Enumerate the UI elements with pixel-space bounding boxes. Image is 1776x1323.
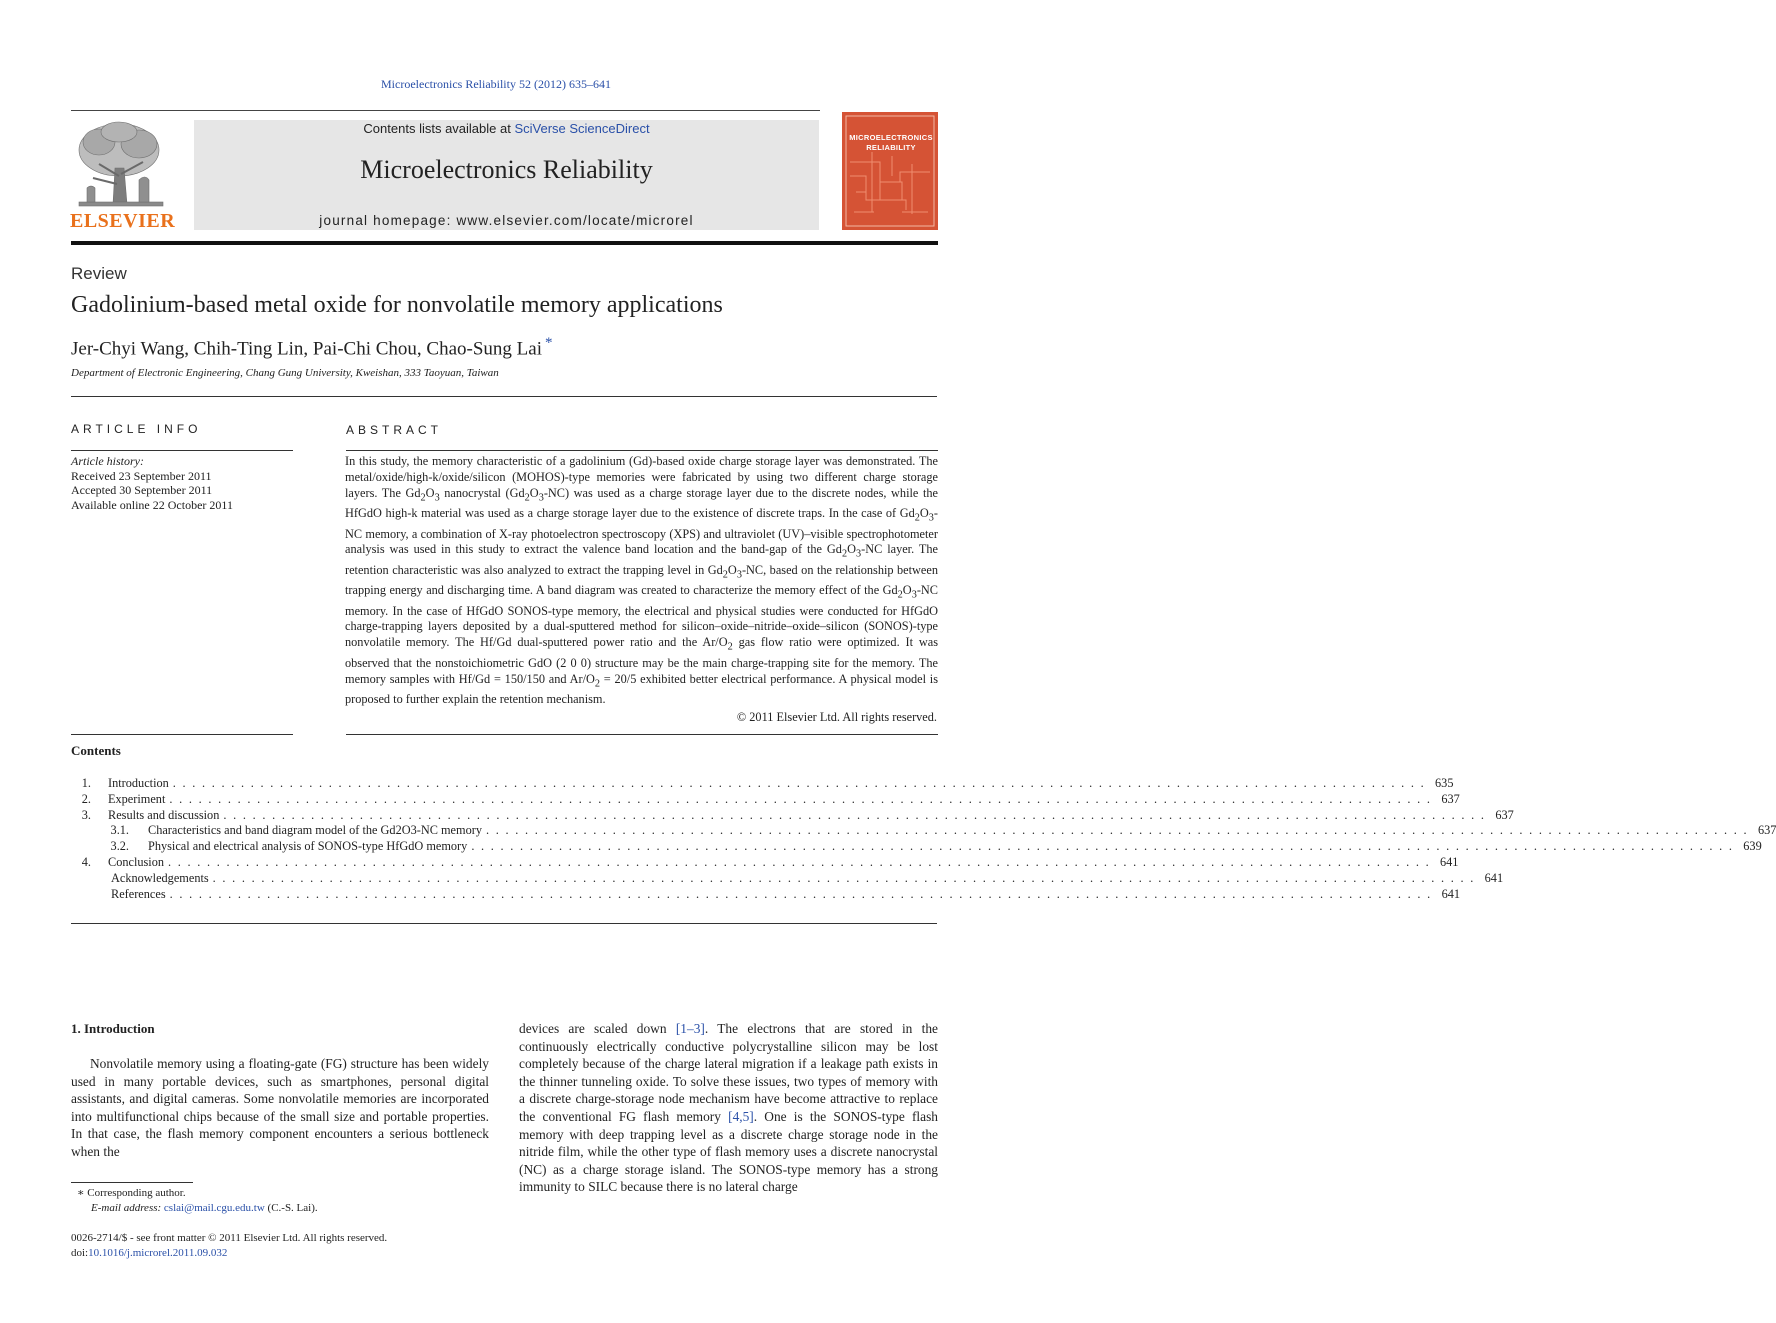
toc-title: Conclusion xyxy=(108,855,165,869)
toc-entry-results[interactable] xyxy=(71,807,1514,823)
corresponding-author-mark[interactable]: * xyxy=(544,335,553,351)
issn-line: 0026-2714/$ - see front matter © 2011 Elsevier Ltd. All rights reserved. xyxy=(71,1232,388,1244)
toc-title: Acknowledgements xyxy=(111,871,209,885)
toc-entry-physical-analysis[interactable] xyxy=(71,838,1762,854)
article-section-type: Review xyxy=(71,264,127,283)
toc-title: Introduction xyxy=(108,776,169,790)
footnote-rule xyxy=(71,1182,193,1183)
author-list xyxy=(71,335,552,360)
sciencedirect-link[interactable]: SciVerse ScienceDirect xyxy=(514,121,650,136)
toc-page: 641 xyxy=(1441,887,1461,901)
title-divider xyxy=(71,396,937,397)
footnote-line-2 xyxy=(71,1201,318,1216)
email-label: E-mail address: xyxy=(91,1202,162,1214)
contents-available-line xyxy=(194,121,819,136)
toc-leader: . . . . . . . . . . . . . . . . . . . . . . . . . . . . . . . . . . . . . . . . . . . . . . . . . . . . . . . . . . . . . . . . . . . . . . . . . . . . . . . . . . . . . . . . . . . . . . . . . . . . . . . . . . . . . . . . . . . . . . . . . . . . . . . . . . xyxy=(169,887,1433,901)
toc-number: 3.2. xyxy=(110,839,129,853)
toc-number xyxy=(71,886,91,902)
doi-link[interactable]: 10.1016/j.microrel.2011.09.032 xyxy=(88,1246,228,1259)
corresponding-label: Corresponding author. xyxy=(87,1187,186,1199)
toc-page: 639 xyxy=(1743,839,1762,853)
footnote-star: ∗ xyxy=(77,1187,88,1199)
toc-leader: . . . . . . . . . . . . . . . . . . . . . . . . . . . . . . . . . . . . . . . . . . . . . . . . . . . . . . . . . . . . . . . . . . . . . . . . . . . . . . . . . . . . . . . . . . . . . . . . . . . . . . . . . . . . . . . . . . . . . . . . . . . . . . . . . . xyxy=(169,792,1432,806)
toc-title: Results and discussion xyxy=(108,808,220,822)
toc-entry-characteristics[interactable] xyxy=(71,822,1776,838)
toc-title: Experiment xyxy=(108,792,166,806)
citation-link[interactable]: [4,5] xyxy=(728,1108,754,1124)
abstract-heading: ABSTRACT xyxy=(346,423,443,437)
email-suffix: (C.-S. Lai). xyxy=(267,1202,318,1214)
toc-entry-acknowledgements[interactable] xyxy=(71,870,1504,886)
journal-homepage[interactable]: journal homepage: www.elsevier.com/locate/microrel xyxy=(319,213,694,228)
toc-entry-conclusion[interactable] xyxy=(71,854,1459,870)
header-rule xyxy=(71,110,820,111)
journal-name: Microelectronics Reliability xyxy=(360,155,653,184)
cover-circuit-art xyxy=(842,112,938,230)
toc-page: 637 xyxy=(1441,792,1460,806)
cover-title-line-2: RELIABILITY xyxy=(866,143,916,152)
introduction-paragraph-right: devices are scaled down [1–3]. The electrons that are stored in the continuously electrically conductive polycrystalline silicon may be lost completely because of the charge lateral migration if a leakage path exists in the thinner tunneling oxide. To solve these issues, two types of memory with a discrete charge-storage node mechanism have become attractive to replace the conventional FG flash memory [4,5]. One is the SONOS-type flash memory with deep trapping level as a discrete charge storage node in the nitride film, while the other type of flash memory uses a discrete nanocrystal (NC) as a charge storage island. The SONOS-type memory has a strong immunity to SILC because there is no lateral charge xyxy=(519,1021,938,1195)
toc-number xyxy=(71,870,91,886)
contents-divider xyxy=(71,923,937,924)
citation-link[interactable]: [1–3] xyxy=(675,1021,705,1036)
corresponding-author-footnote xyxy=(71,1186,318,1216)
received-date: Received 23 September 2011 xyxy=(71,468,212,483)
article-title: Gadolinium-based metal oxide for nonvolatile memory applications xyxy=(71,292,723,318)
toc-leader: . . . . . . . . . . . . . . . . . . . . . . . . . . . . . . . . . . . . . . . . . . . . . . . . . . . . . . . . . . . . . . . . . . . . . . . . . . . . . . . . . . . . . . . . . . . . . . . . . . . . . . . . . . . . . . . . . . . . . . . . . . . . . . . . . . xyxy=(471,839,1734,853)
toc-entry-introduction[interactable] xyxy=(71,775,1454,791)
contents-heading: Contents xyxy=(71,743,121,758)
introduction-heading: 1. Introduction xyxy=(71,1021,155,1036)
toc-title: Physical and electrical analysis of SONOS-type HfGdO memory xyxy=(148,839,468,853)
article-info-rule xyxy=(71,450,293,451)
footnote-line-1 xyxy=(71,1186,318,1201)
toc-leader: . . . . . . . . . . . . . . . . . . . . . . . . . . . . . . . . . . . . . . . . . . . . . . . . . . . . . . . . . . . . . . . . . . . . . . . . . . . . . . . . . . . . . . . . . . . . . . . . . . . . . . . . . . . . . . . . . . . . . . . . . . . . . . . . . xyxy=(172,776,1426,790)
abstract-text: In this study, the memory characteristic of a gadolinium (Gd)-based oxide charge storage layer was demonstrated. The metal/oxide/high-k/oxide/silicon (MOHOS)-type memories were fabricated by using two different charge storage layers. The $Gd_2O_3$ nanocrystal $(Gd_2O_3-NC)$ was used as a charge storage layer due to the discrete nodes, while the HfGdO high-k material was used as a charge storage layer due to the existence of discrete traps. In the case of $Gd_2O_3-NC$ memory, a combination of X-ray photoelectron spectroscopy (XPS) and ultraviolet (UV)–visible spectrophotometer analysis was used in this study to extract the valence band location and the band-gap of the $Gd_2O_3-NC$ layer. The retention characteristic was also analyzed to extract the trapping level in $Gd_2O_3-NC$, based on the relationship between trapping energy and discharging time. A band diagram was created to characterize the memory effect of the $Gd_2O_3-NC$ memory. In the case of HfGdO SONOS-type memory, the electrical and physical studies were conducted for HfGdO charge-trapping layers deposited by a dual-sputtered method for silicon–oxide–nitride–oxide–silicon (SONOS)-type nonvolatile memory. The Hf/Gd dual-sputtered power ratio and the $Ar/O_2$ gas flow ratio were optimized. It was observed that the nonstoichiometric GdO (2 0 0) structure may be the main charge-trapping site for the memory. The memory samples with Hf/Gd = 150/150 and $Ar/O_2 = 20/5$ exhibited better electrical performance. A physical model is proposed to further explain the retention mechanism. xyxy=(345,454,938,706)
toc-leader: . . . . . . . . . . . . . . . . . . . . . . . . . . . . . . . . . . . . . . . . . . . . . . . . . . . . . . . . . . . . . . . . . . . . . . . . . . . . . . . . . . . . . . . . . . . . . . . . . . . . . . . . . . . . . . . . . . . . . . . . . . . . . . . . . . xyxy=(223,808,1486,822)
toc-number: 4. xyxy=(81,855,91,869)
abstract-bottom-rule xyxy=(346,734,938,735)
toc-number: 3.1. xyxy=(110,823,129,837)
authors-text: Jer-Chyi Wang, Chih-Ting Lin, Pai-Chi Chou, Chao-Sung Lai xyxy=(71,338,542,360)
toc-page: 637 xyxy=(1757,823,1776,837)
toc-page: 637 xyxy=(1495,808,1514,822)
journal-cover-thumbnail[interactable] xyxy=(842,112,938,230)
abstract-rule xyxy=(346,450,938,451)
elsevier-wordmark: ELSEVIER xyxy=(70,210,176,232)
toc-page: 641 xyxy=(1440,855,1459,869)
history-label: Article history: xyxy=(71,454,144,468)
article-history xyxy=(71,454,233,513)
cover-title xyxy=(846,133,936,153)
email-link[interactable]: cslai@mail.cgu.edu.tw xyxy=(163,1202,265,1214)
toc-entry-experiment[interactable] xyxy=(71,791,1460,807)
toc-title: Characteristics and band diagram model of the Gd2O3-NC memory xyxy=(148,823,482,837)
toc-leader: . . . . . . . . . . . . . . . . . . . . . . . . . . . . . . . . . . . . . . . . . . . . . . . . . . . . . . . . . . . . . . . . . . . . . . . . . . . . . . . . . . . . . . . . . . . . . . . . . . . . . . . . . . . . . . . . . . . . . . . . . . . . . . . . . . xyxy=(212,871,1476,885)
cover-title-line-1: MICROELECTRONICS xyxy=(849,133,933,142)
toc-leader: . . . . . . . . . . . . . . . . . . . . . . . . . . . . . . . . . . . . . . . . . . . . . . . . . . . . . . . . . . . . . . . . . . . . . . . . . . . . . . . . . . . . . . . . . . . . . . . . . . . . . . . . . . . . . . . . . . . . . . . . . . . . . . . . . . xyxy=(168,855,1431,869)
doi-label: doi: xyxy=(71,1246,89,1259)
toc-number: 1. xyxy=(81,776,91,790)
contents-prefix: Contents lists available at xyxy=(363,121,515,136)
toc-page: 635 xyxy=(1435,776,1454,790)
online-date: Available online 22 October 2011 xyxy=(71,498,233,513)
journal-citation[interactable]: Microelectronics Reliability 52 (2012) 635–641 xyxy=(381,77,611,91)
abstract-copyright: © 2011 Elsevier Ltd. All rights reserved. xyxy=(736,710,937,724)
front-matter-info xyxy=(71,1231,387,1260)
toc-page: 641 xyxy=(1484,871,1504,885)
toc-number: 2. xyxy=(81,792,91,806)
toc-entry-references[interactable] xyxy=(71,886,1461,902)
toc-leader: . . . . . . . . . . . . . . . . . . . . . . . . . . . . . . . . . . . . . . . . . . . . . . . . . . . . . . . . . . . . . . . . . . . . . . . . . . . . . . . . . . . . . . . . . . . . . . . . . . . . . . . . . . . . . . . . . . . . . . . . . . . . . . . . . . xyxy=(485,823,1749,837)
toc-title: References xyxy=(111,887,166,901)
article-info-bottom-rule xyxy=(71,734,293,735)
article-info-heading: ARTICLE INFO xyxy=(71,422,202,436)
introduction-paragraph-left: Nonvolatile memory using a floating-gate (FG) structure has been widely used in many portable devices, such as smartphones, personal digital assistants, and digital cameras. Some nonvolatile memories are incorporated into multifunctional chips because of the small size and portable properties. In that case, the flash memory component encounters a serious bottleneck when the xyxy=(71,1056,489,1159)
toc-number: 3. xyxy=(81,808,91,822)
author-affiliation: Department of Electronic Engineering, Chang Gung University, Kweishan, 333 Taoyuan, Taiwan xyxy=(71,367,499,379)
doi-line xyxy=(71,1246,387,1261)
header-thick-rule xyxy=(71,241,938,245)
accepted-date: Accepted 30 September 2011 xyxy=(71,483,213,498)
